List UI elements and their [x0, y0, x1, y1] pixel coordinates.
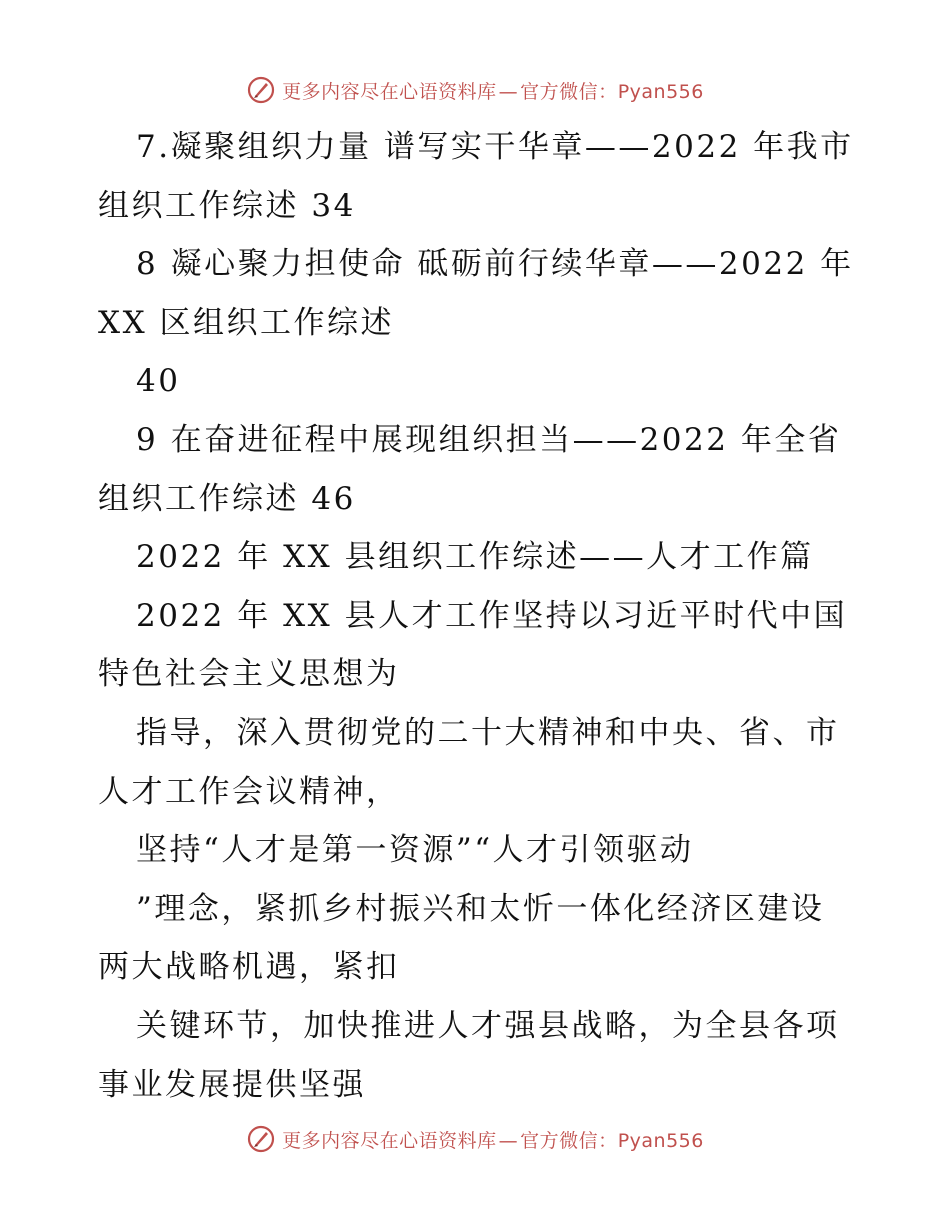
- text-line: 7.凝聚组织力量 谱写实干华章——2022 年我市: [136, 129, 854, 165]
- text-line: 组织工作综述 34: [98, 187, 356, 224]
- watermark-separator: —: [498, 1129, 519, 1152]
- footer-watermark: [0, 1119, 950, 1159]
- text-line: 坚持“人才是第一资源”“人才引领驱动: [136, 832, 694, 869]
- text-line: ”理念，紧抓乡村振兴和太忻一体化经济区建设: [136, 890, 825, 927]
- text-line: XX 区组织工作综述: [98, 304, 394, 341]
- text-line: 指导，深入贯彻党的二十大精神和中央、省、市: [136, 714, 840, 751]
- watermark-site-text: 更多内容尽在心语资料库: [282, 1129, 497, 1152]
- watermark-separator: —: [498, 80, 519, 103]
- text-line: 9 在奋进征程中展现组织担当——2022 年全省: [136, 421, 842, 458]
- document-body: [98, 118, 858, 1114]
- watermark-site-text: 更多内容尽在心语资料库: [282, 80, 497, 103]
- text-line: 组织工作综述 46: [98, 480, 356, 517]
- watermark-wechat-label: 官方微信：: [520, 1129, 618, 1152]
- watermark-wechat-label: 官方微信：: [520, 80, 618, 103]
- text-line: 关键环节，加快推进人才强县战略，为全县各项: [136, 1007, 840, 1044]
- text-line: 8 凝心聚力担使命 砥砺前行续华章——2022 年: [136, 246, 854, 283]
- text-line: 两大战略机遇，紧扣: [98, 949, 400, 986]
- text-line: 40: [136, 363, 181, 400]
- quill-logo-icon: [246, 75, 276, 105]
- watermark-wechat-handle: Pyan556: [617, 1129, 704, 1152]
- watermark-wechat-handle: Pyan556: [617, 80, 704, 103]
- quill-logo-icon: [246, 1124, 276, 1154]
- text-line: 人才工作会议精神，: [98, 773, 400, 810]
- header-watermark: [0, 70, 950, 110]
- text-line: 2022 年 XX 县人才工作坚持以习近平时代中国: [136, 597, 848, 634]
- text-line: 2022 年 XX 县组织工作综述——人才工作篇: [136, 539, 814, 576]
- text-line: 事业发展提供坚强: [98, 1066, 366, 1103]
- text-line: 特色社会主义思想为: [98, 656, 400, 693]
